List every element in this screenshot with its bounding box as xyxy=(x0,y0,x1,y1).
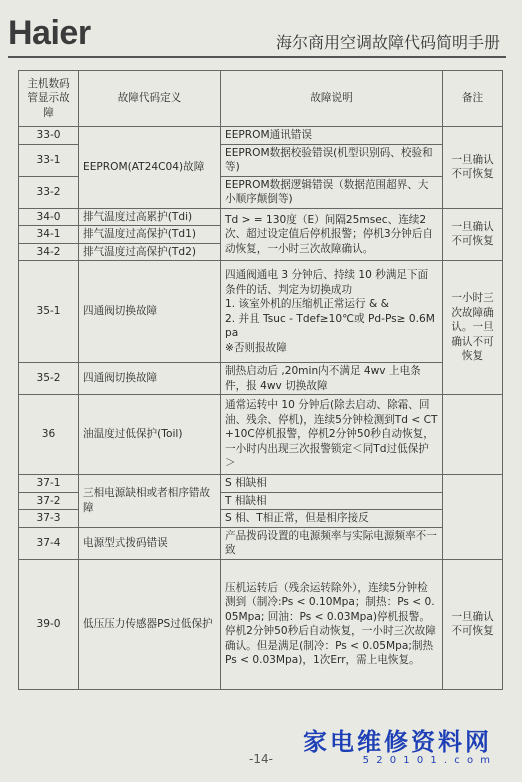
code-cell: 37-2 xyxy=(19,492,79,510)
name-cell: 三相电源缺相或者相序错故障 xyxy=(79,475,221,528)
table-row xyxy=(19,363,503,395)
table-row xyxy=(19,127,503,145)
name-cell: 电源型式拨码错误 xyxy=(79,527,221,559)
header-desc: 故障说明 xyxy=(221,71,443,127)
header-divider xyxy=(8,56,506,58)
code-cell: 36 xyxy=(19,395,79,475)
table-header-row xyxy=(19,71,503,127)
desc-cell: 制热启动后 ,20min内不满足 4wv 上电条件，报 4wv 切换故障 xyxy=(221,363,443,395)
note-cell: 一旦确认不可恢复 xyxy=(443,127,503,209)
name-cell: 四通阀切换故障 xyxy=(79,363,221,395)
name-cell: 排气温度过高累护(Tdi) xyxy=(79,208,221,226)
page-title: 海尔商用空调故障代码简明手册 xyxy=(275,33,500,52)
code-cell: 35-1 xyxy=(19,261,79,363)
desc-intro: 四通阀通电 3 分钟后、持续 10 秒满足下面条件的话、判定为切换成功 xyxy=(225,269,429,296)
fault-code-table xyxy=(18,70,503,690)
desc-cell: EEPROM通讯错误 xyxy=(221,127,443,145)
watermark-logo: 家电维修资料网 xyxy=(303,728,492,756)
code-cell: 34-1 xyxy=(19,226,79,244)
table-row xyxy=(19,475,503,493)
code-cell: 37-3 xyxy=(19,510,79,528)
table-row xyxy=(19,527,503,559)
name-cell: 低压压力传感器PS过低保护 xyxy=(79,559,221,689)
table-row xyxy=(19,395,503,475)
name-cell: EEPROM(AT24C04)故障 xyxy=(79,127,221,209)
desc-cell: S 相、T相正常，但是相序接反 xyxy=(221,510,443,528)
header-code: 主机数码管显示故障 xyxy=(19,71,79,127)
header-note: 备注 xyxy=(443,71,503,127)
table-row xyxy=(19,208,503,226)
code-cell: 39-0 xyxy=(19,559,79,689)
desc-cell: 产品拨码设置的电源频率与实际电源频率不一致 xyxy=(221,527,443,559)
note-cell: 一小时三次故障确认。一旦确认不可恢复 xyxy=(443,261,503,395)
name-cell: 四通阀切换故障 xyxy=(79,261,221,363)
desc-cell: 压机运转后（残余运转除外），连续5分钟检测到（制冷:Ps < 0.10Mpa；制热：Ps < 0.05Mpa; 回油：Ps < 0.03Mpa)停机报警。停机2分钟50秒后自动恢复，一小时三次故障确认。但是满足(制冷：Ps < 0.05Mpa;制热Ps < 0.03Mpa)，1次Err，需上电恢复。 xyxy=(221,559,443,689)
haier-logo: Haier xyxy=(8,14,91,52)
watermark-url: 5 2 0 1 0 1 . c o m xyxy=(362,755,492,766)
desc-cell xyxy=(221,261,443,363)
code-cell: 37-1 xyxy=(19,475,79,493)
name-cell: 排气温度过高保护(Td1) xyxy=(79,226,221,244)
note-cell: 一旦确认不可恢复 xyxy=(443,559,503,689)
desc-cell: EEPROM数据校验错误(机型识别码、校验和等) xyxy=(221,144,443,176)
desc-cell: Td > = 130度（E）间隔25msec、连续2次、超过设定值后停机报警；停机3分钟后自动恢复，一小时三次故障确认。 xyxy=(221,208,443,261)
code-cell: 33-1 xyxy=(19,144,79,176)
table-row xyxy=(19,559,503,689)
header-name: 故障代码定义 xyxy=(79,71,221,127)
note-cell xyxy=(443,395,503,475)
desc-cell: T 相缺相 xyxy=(221,492,443,510)
name-cell: 排气温度过高保护(Td2) xyxy=(79,243,221,261)
desc-condition-1: 1. 该室外机的压缩机正常运行 & & xyxy=(225,298,389,310)
desc-condition-2: 2. 并且 Tsuc - Tdef≥10℃或 Pd-Ps≥ 0.6Mpa xyxy=(225,312,435,339)
desc-condition-3: ※否则报故障 xyxy=(225,341,287,354)
page-number: -14- xyxy=(249,752,273,766)
code-cell: 34-2 xyxy=(19,243,79,261)
desc-cell: EEPROM数据逻辑错误（数据范围超界、大小顺序颠倒等) xyxy=(221,176,443,208)
table-row xyxy=(19,261,503,363)
code-cell: 37-4 xyxy=(19,527,79,559)
code-cell: 33-0 xyxy=(19,127,79,145)
desc-cell: 通常运转中 10 分钟后(除去启动、除霜、回油、残余、停机)，连续5分钟检测到Td < CT+10C停机报警，停机2分钟50秒自动恢复，一小时内出现三次报警锁定＜同Td过低保护＞ xyxy=(221,395,443,475)
note-cell: 一旦确认不可恢复 xyxy=(443,208,503,261)
code-cell: 34-0 xyxy=(19,208,79,226)
name-cell: 油温度过低保护(Toil) xyxy=(79,395,221,475)
desc-cell: S 相缺相 xyxy=(221,475,443,493)
code-cell: 35-2 xyxy=(19,363,79,395)
code-cell: 33-2 xyxy=(19,176,79,208)
note-cell xyxy=(443,475,503,560)
